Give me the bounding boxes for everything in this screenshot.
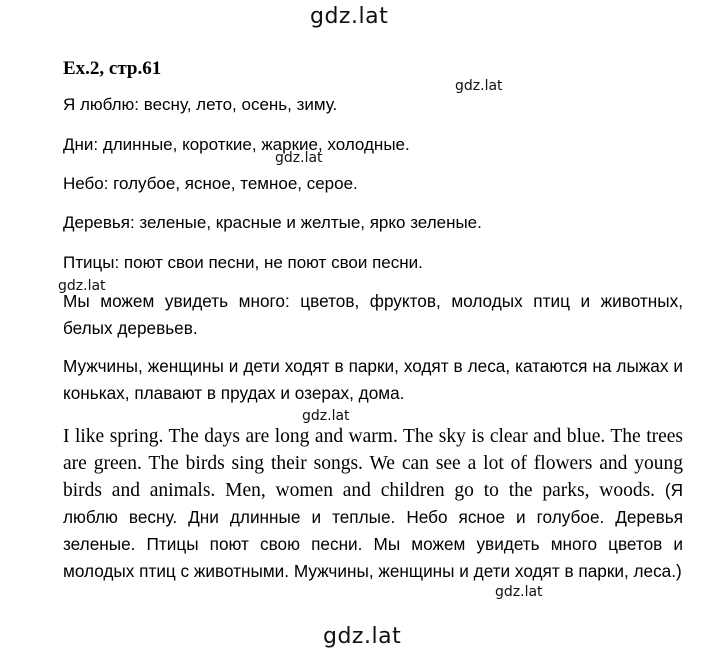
watermark: gdz.lat xyxy=(455,78,503,94)
watermark: gdz.lat xyxy=(302,408,350,424)
text-line: Небо: голубое, ясное, темное, серое. xyxy=(63,174,358,193)
paragraph: Мы можем увидеть много: цветов, фруктов, молодых птиц и животных, белых деревьев. xyxy=(63,291,683,338)
text-line: Деревья: зеленые, красные и желтые, ярко зеленые. xyxy=(63,213,482,232)
text-line: Птицы: поют свои песни, не поют свои песни. xyxy=(63,253,423,272)
translation-text: (Я люблю весну. Дни длинные и теплые. Небо ясное и голубое. Деревья зеленые. Птицы поют свою песни. Мы можем увидеть много цветов и молодых птиц с животными. Мужчины, женщины и дети ходят в парки, леса.) xyxy=(63,480,683,581)
watermark-top: gdz.lat xyxy=(310,4,389,29)
watermark: gdz.lat xyxy=(58,278,106,294)
watermark: gdz.lat xyxy=(275,150,323,166)
paragraph: Мужчины, женщины и дети ходят в парки, ходят в леса, катаются на лыжах и коньках, плавают в прудах и озерах, дома. xyxy=(63,356,683,403)
text-line: Дни: длинные, короткие, жаркие, холодные. xyxy=(63,135,410,154)
watermark: gdz.lat xyxy=(495,584,543,600)
watermark-bottom: gdz.lat xyxy=(323,624,402,649)
exercise-heading: Ex.2, стр.61 xyxy=(63,58,162,79)
english-text: I like spring. The days are long and warm. The sky is clear and blue. The trees are green. The birds sing their songs. We can see a lot of flowers and young birds and animals. Men, women and children go to the parks, woods. xyxy=(63,426,683,501)
text-line: Я люблю: весну, лето, осень, зиму. xyxy=(63,95,338,114)
english-paragraph xyxy=(63,423,683,585)
